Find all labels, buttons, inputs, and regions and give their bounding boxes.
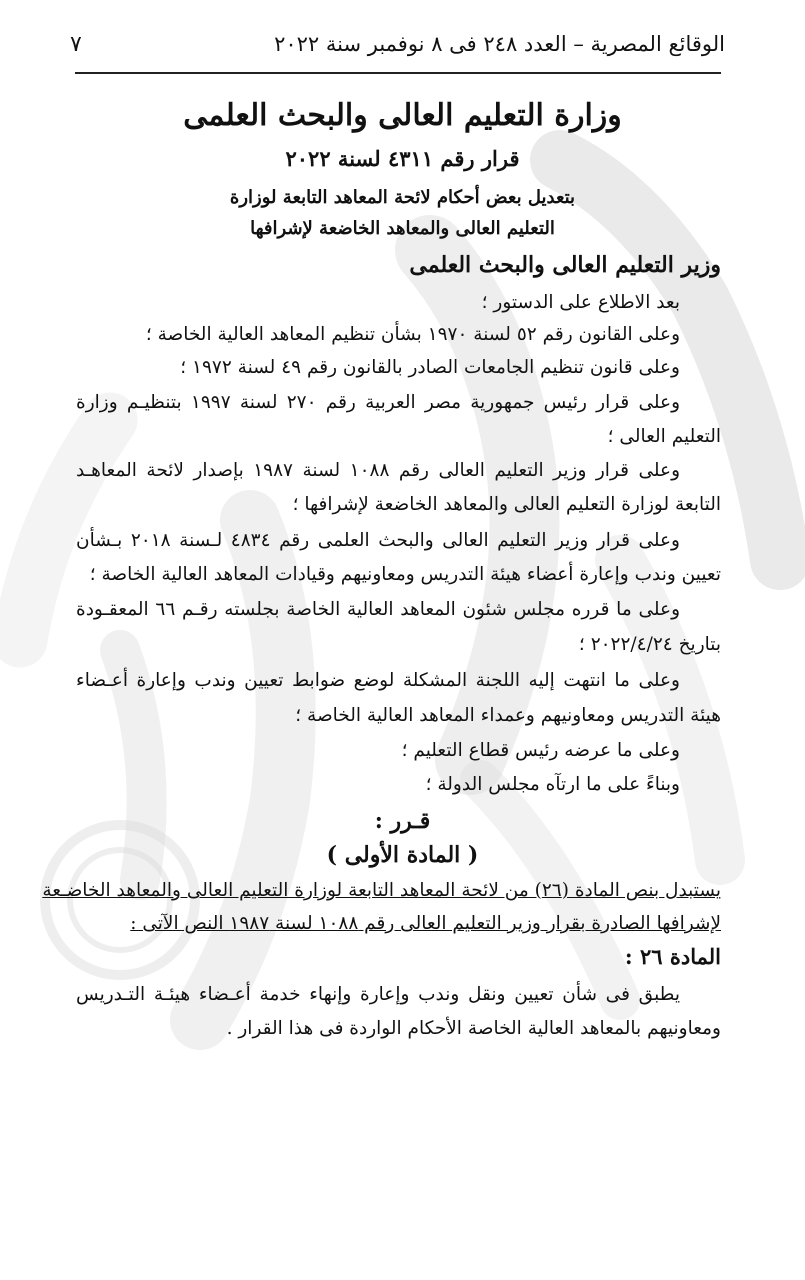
article-26-line: ومعاونيهم بالمعاهد العالية الخاصة الأحكام الواردة فى هذا القرار . (226, 1018, 721, 1039)
gazette-issue-line: الوقائع المصرية – العدد ٢٤٨ فى ٨ نوفمبر سنة ٢٠٢٢ (274, 32, 725, 56)
preamble-line: وعلى ما عرضه رئيس قطاع التعليم ؛ (401, 740, 680, 761)
preamble-line: وعلى ما قرره مجلس شئون المعاهد العالية الخاصة بجلسته رقـم ٦٦ المعقـودة (76, 599, 680, 620)
ministry-title: وزارة التعليم العالى والبحث العلمى (183, 98, 622, 133)
decree-number: قرار رقم ٤٣١١ لسنة ٢٠٢٢ (285, 146, 520, 171)
preamble-line: بتاريخ ٢٠٢٢/٤/٢٤ ؛ (578, 634, 721, 655)
preamble-line: وعلى قرار وزير التعليم العالى رقم ١٠٨٨ لسنة ١٩٨٧ بإصدار لائحة المعاهـد (76, 460, 681, 481)
preamble-line: التابعة لوزارة التعليم العالى والمعاهد الخاضعة لإشرافها ؛ (292, 494, 721, 515)
preamble-line: وعلى قانون تنظيم الجامعات الصادر بالقانون رقم ٤٩ لسنة ١٩٧٢ ؛ (180, 357, 680, 378)
preamble-line: وعلى قرار وزير التعليم العالى والبحث العلمى رقم ٤٨٣٤ لـسنة ٢٠١٨ بـشأن (76, 530, 680, 551)
header-divider (75, 72, 721, 74)
article-26-line: يطبق فى شأن تعيين ونقل وندب وإعارة وإنهاء خدمة أعـضاء هيئـة التـدريس (76, 984, 680, 1005)
preamble-line: هيئة التدريس ومعاونيهم وعمداء المعاهد العالية الخاصة ؛ (295, 705, 721, 726)
preamble-line: وعلى قرار رئيس جمهورية مصر العربية رقم ٢٧٠ لسنة ١٩٩٧ بتنظيـم وزارة (76, 392, 681, 413)
decides-heading: قـرر : (374, 808, 431, 834)
minister-title: وزير التعليم العالى والبحث العلمى (409, 252, 721, 278)
decree-subject (0, 182, 805, 244)
preamble-line: وعلى القانون رقم ٥٢ لسنة ١٩٧٠ بشأن تنظيم المعاهد العالية الخاصة ؛ (145, 324, 680, 345)
gazette-header (70, 26, 725, 66)
subject-line: بتعديل بعض أحكام لائحة المعاهد التابعة لوزارة (229, 187, 576, 208)
preamble-line: بعد الاطلاع على الدستور ؛ (481, 292, 680, 313)
preamble-line: تعيين وندب وإعارة أعضاء هيئة التدريس ومعاونيهم وقيادات المعاهد العالية الخاصة ؛ (89, 564, 721, 585)
preamble-line: وبناءً على ما ارتآه مجلس الدولة ؛ (425, 774, 680, 795)
article-1-line: لإشرافها الصادرة بقرار وزير التعليم العالى رقم ١٠٨٨ لسنة ١٩٨٧ النص الآتى : (130, 913, 721, 934)
article-1-heading: ( المادة الأولى ) (326, 842, 479, 868)
article-1-line: يستبدل بنص المادة (٢٦) من لائحة المعاهد التابعة لوزارة التعليم العالى والمعاهد الخاضـعة (42, 880, 721, 901)
page-number: ٧ (70, 32, 82, 57)
preamble-line: التعليم العالى ؛ (607, 426, 721, 447)
subject-line: التعليم العالى والمعاهد الخاضعة لإشرافها (250, 218, 555, 239)
preamble-line: وعلى ما انتهت إليه اللجنة المشكلة لوضع ضوابط تعيين وندب وإعارة أعـضاء (76, 670, 680, 691)
article-26-heading: المادة ٢٦ : (624, 944, 721, 969)
